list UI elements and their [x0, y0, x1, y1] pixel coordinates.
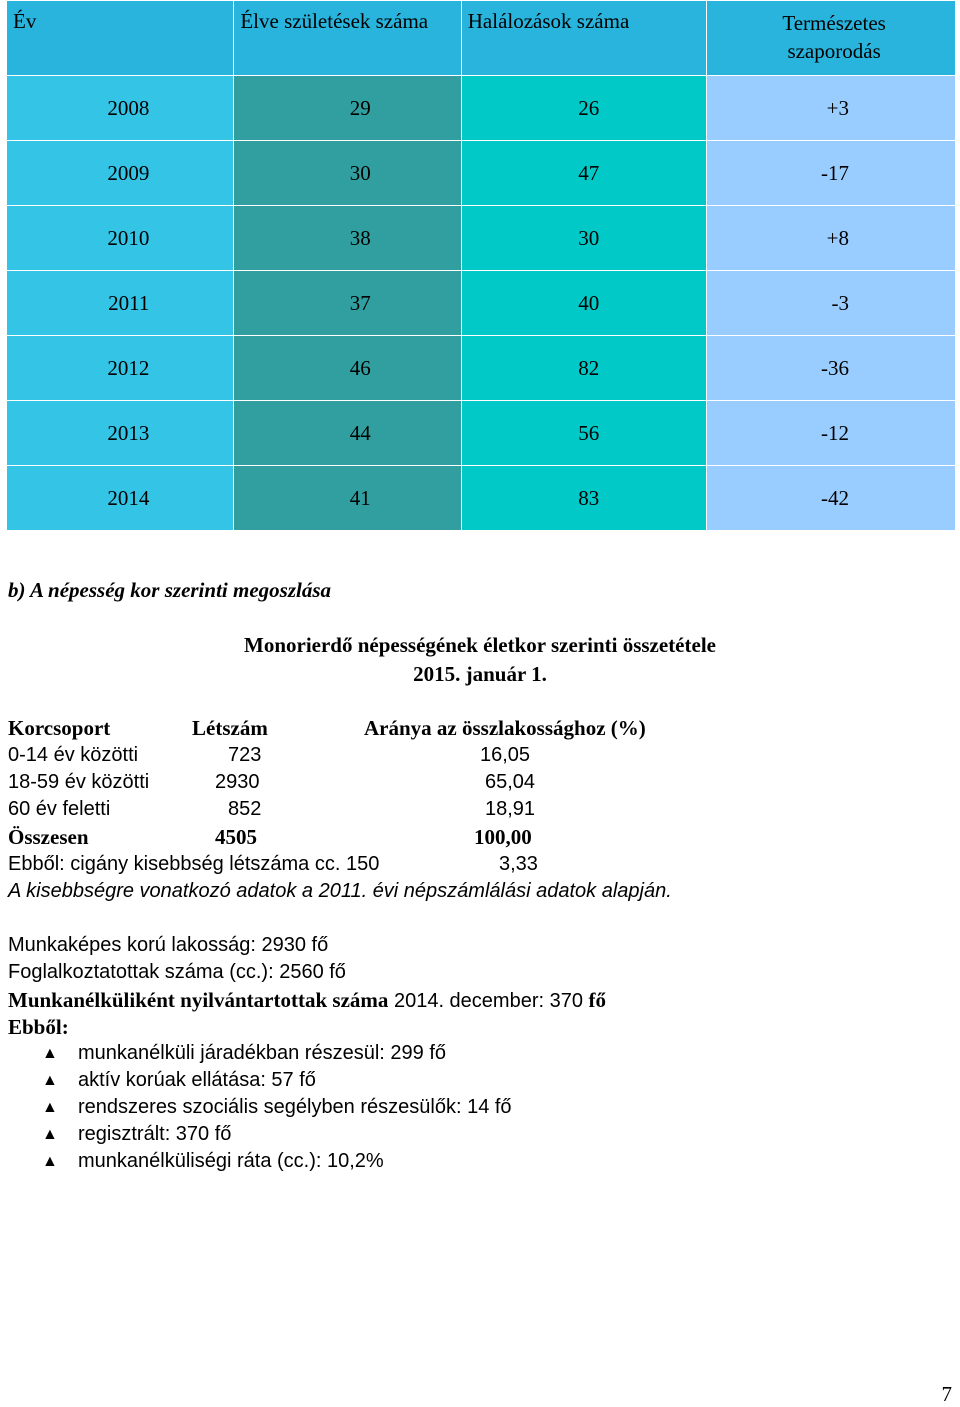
header-deaths: Halálozások száma	[461, 1, 706, 76]
age-ratio: 16,05	[480, 744, 531, 766]
minority-label: Ebből: cigány kisebbség létszáma cc. 150	[8, 853, 380, 875]
age-count: 852	[228, 798, 262, 820]
list-item	[0, 1121, 512, 1148]
list-item	[0, 1067, 512, 1094]
table-row	[7, 466, 956, 531]
age-caption-date: 2015. január 1.	[413, 662, 547, 686]
cell-births: 44	[234, 401, 461, 466]
age-group: 60 év feletti	[8, 798, 111, 820]
cell-deaths: 26	[461, 76, 706, 141]
header-natural-growth	[707, 1, 956, 76]
age-group: 0-14 év közötti	[8, 744, 139, 766]
table-row	[7, 271, 956, 336]
age-table-header	[8, 716, 948, 743]
cell-births: 38	[234, 206, 461, 271]
table-row	[7, 401, 956, 466]
table-header-row	[7, 1, 956, 76]
header-births: Élve születések száma	[234, 1, 461, 76]
age-ratio: 18,91	[485, 798, 536, 820]
age-header-group: Korcsoport	[8, 716, 111, 740]
cell-year: 2009	[7, 141, 234, 206]
age-count: 2930	[215, 771, 260, 793]
cell-deaths: 47	[461, 141, 706, 206]
header-natural-growth-line2: szaporodás	[787, 39, 881, 63]
unemployment-list	[0, 1040, 512, 1175]
cell-growth: -36	[707, 336, 956, 401]
list-item-text: munkanélküli járadékban részesül: 299 fő	[78, 1042, 446, 1064]
cell-growth: +8	[707, 206, 956, 271]
cell-deaths: 40	[461, 271, 706, 336]
table-row	[7, 141, 956, 206]
cell-year: 2013	[7, 401, 234, 466]
age-row	[8, 771, 948, 798]
unemployed-label: Munkanélküliként nyilvántartottak száma	[8, 988, 389, 1012]
unemployed-line	[8, 988, 606, 1013]
demographics-table	[6, 0, 956, 531]
cell-deaths: 56	[461, 401, 706, 466]
working-age-line: Munkaképes korú lakosság: 2930 fő	[8, 934, 329, 956]
list-item-text: aktív korúak ellátása: 57 fő	[78, 1069, 316, 1091]
age-group: 18-59 év közötti	[8, 771, 150, 793]
list-item	[0, 1094, 512, 1121]
cell-deaths: 83	[461, 466, 706, 531]
cell-growth: -42	[707, 466, 956, 531]
cell-births: 29	[234, 76, 461, 141]
list-item-text: regisztrált: 370 fő	[78, 1123, 232, 1145]
employed-line: Foglalkoztatottak száma (cc.): 2560 fő	[8, 961, 346, 983]
of-which-label: Ebből:	[8, 1015, 69, 1039]
bullet-icon: ▲	[42, 1099, 58, 1116]
age-row	[8, 744, 948, 771]
minority-ratio: 3,33	[499, 853, 538, 875]
page-number: 7	[941, 1382, 952, 1406]
age-ratio: 65,04	[485, 771, 536, 793]
unemployed-value: 2014. december: 370	[388, 990, 589, 1012]
table-row	[7, 336, 956, 401]
cell-deaths: 30	[461, 206, 706, 271]
age-total-label: Összesen	[8, 825, 89, 849]
list-item-text: rendszeres szociális segélyben részesülők: 14 fő	[78, 1096, 512, 1118]
age-header-count: Létszám	[192, 716, 268, 740]
header-year: Év	[7, 1, 234, 76]
cell-growth: -12	[707, 401, 956, 466]
list-item-text: munkanélküliségi ráta (cc.): 10,2%	[78, 1150, 384, 1172]
cell-growth: -17	[707, 141, 956, 206]
header-natural-growth-line1: Természetes	[782, 11, 886, 35]
age-row	[8, 798, 948, 825]
section-title: b) A népesség kor szerinti megoszlása	[8, 578, 331, 602]
age-total-row	[8, 825, 948, 852]
cell-year: 2010	[7, 206, 234, 271]
age-count: 723	[228, 744, 262, 766]
list-item	[0, 1148, 512, 1175]
cell-year: 2008	[7, 76, 234, 141]
cell-year: 2014	[7, 466, 234, 531]
cell-growth: -3	[707, 271, 956, 336]
cell-births: 41	[234, 466, 461, 531]
cell-deaths: 82	[461, 336, 706, 401]
bullet-icon: ▲	[42, 1126, 58, 1143]
cell-year: 2012	[7, 336, 234, 401]
age-total-count: 4505	[215, 825, 257, 849]
cell-births: 46	[234, 336, 461, 401]
table-row	[7, 206, 956, 271]
unemployed-unit: fő	[588, 988, 607, 1012]
minority-row	[8, 853, 948, 880]
age-total-ratio: 100,00	[474, 825, 532, 849]
cell-year: 2011	[7, 271, 234, 336]
minority-note: A kisebbségre vonatkozó adatok a 2011. évi népszámlálási adatok alapján.	[8, 880, 672, 902]
age-caption-title: Monorierdő népességének életkor szerinti összetétele	[244, 633, 716, 657]
cell-births: 30	[234, 141, 461, 206]
cell-growth: +3	[707, 76, 956, 141]
bullet-icon: ▲	[42, 1072, 58, 1089]
list-item	[0, 1040, 512, 1067]
table-row	[7, 76, 956, 141]
bullet-icon: ▲	[42, 1153, 58, 1170]
cell-births: 37	[234, 271, 461, 336]
age-header-ratio: Aránya az összlakossághoz (%)	[364, 716, 646, 740]
bullet-icon: ▲	[42, 1045, 58, 1062]
